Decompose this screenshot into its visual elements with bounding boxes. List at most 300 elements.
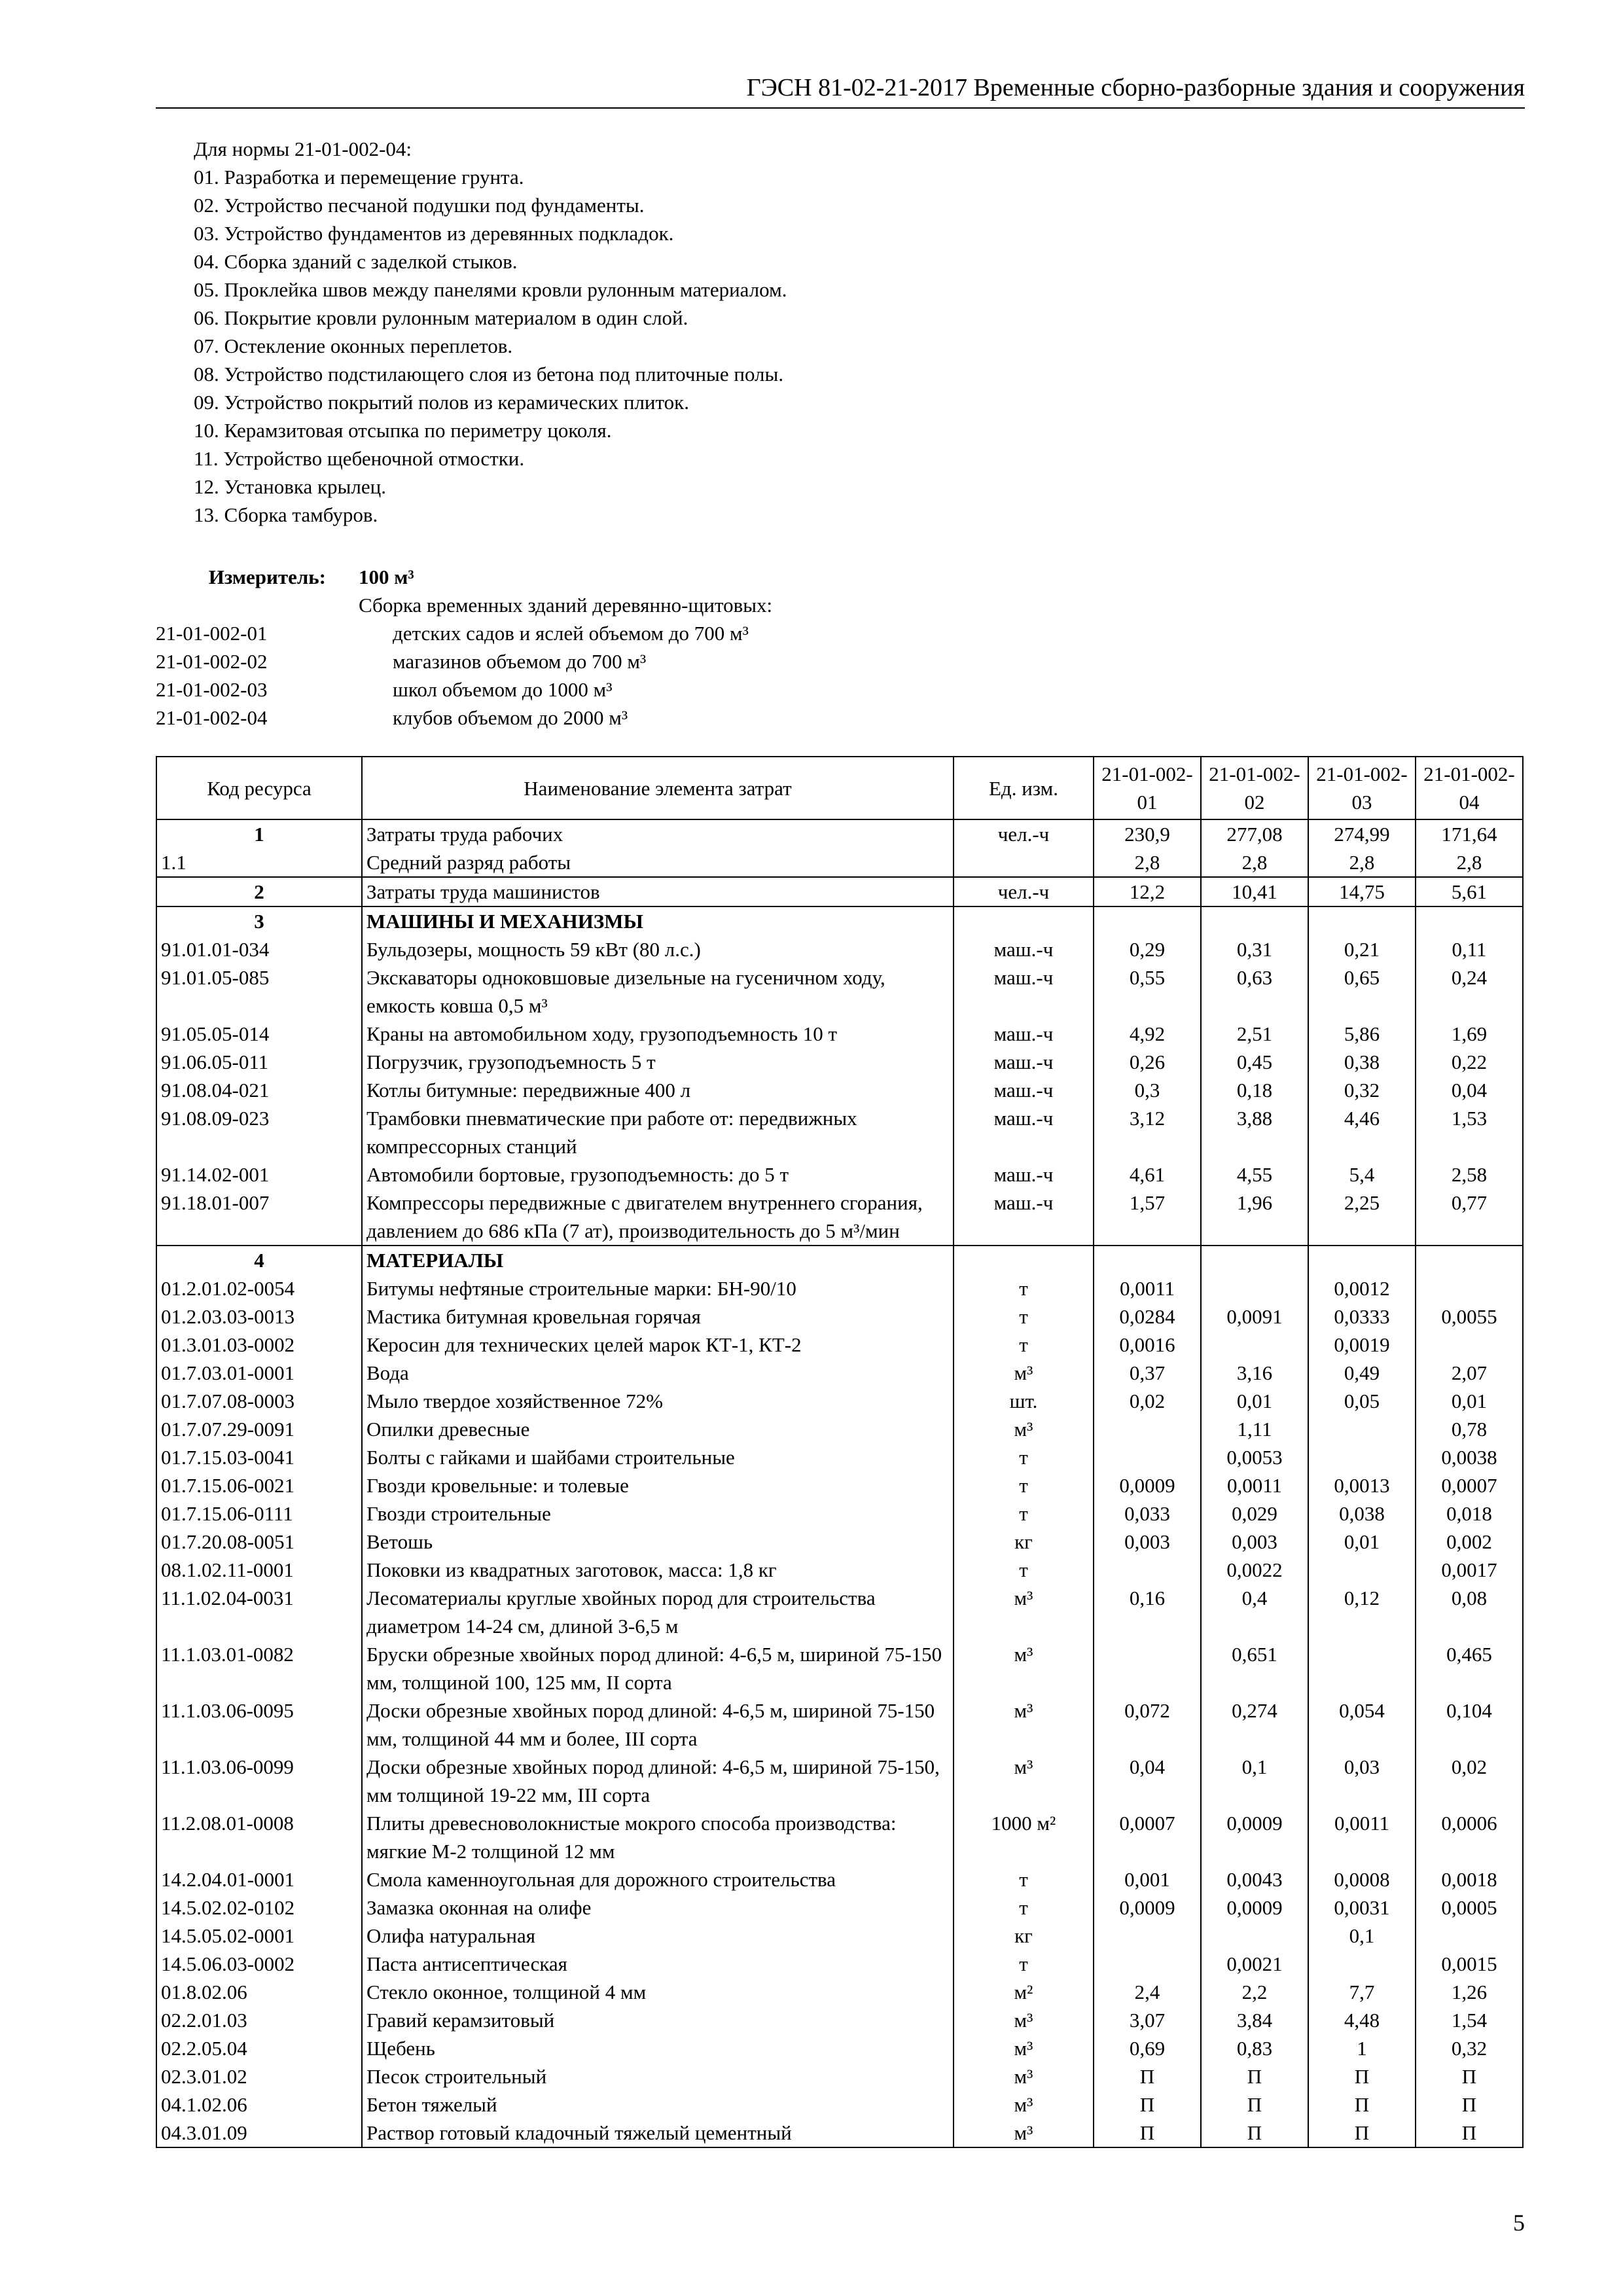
table-row bbox=[156, 1020, 1523, 1048]
cell-code: 91.01.05-085 bbox=[156, 963, 362, 1020]
cell-code: 08.1.02.11-0001 bbox=[156, 1556, 362, 1584]
cell-code: 11.2.08.01-0008 bbox=[156, 1809, 362, 1865]
cell-value-norm-4: 1,69 bbox=[1416, 1020, 1523, 1048]
cell-value-norm-3: 0,054 bbox=[1308, 1696, 1416, 1753]
cell-code: 1.1 bbox=[156, 848, 362, 877]
cell-name: Бульдозеры, мощность 59 кВт (80 л.с.) bbox=[362, 935, 954, 963]
table-row bbox=[156, 1556, 1523, 1584]
cell-value-norm-1: 0,02 bbox=[1094, 1387, 1201, 1415]
cell-name: Трамбовки пневматические при работе от: передвижных компрессорных станций bbox=[362, 1104, 954, 1160]
cell-name: Лесоматериалы круглые хвойных пород для строительства диаметром 14-24 см, длиной 3-6,5 м bbox=[362, 1584, 954, 1640]
cell-value-norm-4 bbox=[1416, 1922, 1523, 1950]
cell-unit: маш.-ч bbox=[954, 1104, 1094, 1160]
cell-unit: маш.-ч bbox=[954, 1076, 1094, 1104]
cell-value-norm-3: 0,0031 bbox=[1308, 1893, 1416, 1922]
cell-value-norm-2: 0,63 bbox=[1201, 963, 1308, 1020]
cell-code: 01.2.01.02-0054 bbox=[156, 1274, 362, 1302]
cell-value-norm-4: 1,54 bbox=[1416, 2006, 1523, 2034]
cell-name: Гвозди строительные bbox=[362, 1499, 954, 1528]
cell-value-norm-2: 1,96 bbox=[1201, 1189, 1308, 1246]
cell-value-norm-3: 0,03 bbox=[1308, 1753, 1416, 1809]
cell-unit: чел.-ч bbox=[954, 877, 1094, 906]
table-row bbox=[156, 2090, 1523, 2119]
cell-value-norm-1: 0,0016 bbox=[1094, 1331, 1201, 1359]
work-composition-heading: Для нормы 21-01-002-04: bbox=[194, 137, 412, 160]
cell-value-norm-1: 0,29 bbox=[1094, 935, 1201, 963]
cell-value-norm-4 bbox=[1416, 906, 1523, 935]
cell-value-norm-4 bbox=[1416, 1246, 1523, 1274]
cell-value-norm-1: 0,26 bbox=[1094, 1048, 1201, 1076]
cell-value-norm-4: 1,26 bbox=[1416, 1978, 1523, 2006]
cell-name: Мыло твердое хозяйственное 72% bbox=[362, 1387, 954, 1415]
cell-code: 01.7.15.06-0111 bbox=[156, 1499, 362, 1528]
cell-value-norm-2: 1,11 bbox=[1201, 1415, 1308, 1443]
cell-value-norm-4: 0,0038 bbox=[1416, 1443, 1523, 1471]
cell-value-norm-4: П bbox=[1416, 2062, 1523, 2090]
col-header-norm-3: 21-01-002-03 bbox=[1308, 757, 1416, 819]
table-row bbox=[156, 1950, 1523, 1978]
cell-value-norm-1: 230,9 bbox=[1094, 819, 1201, 848]
cell-value-norm-3: П bbox=[1308, 2062, 1416, 2090]
cell-value-norm-3: 0,38 bbox=[1308, 1048, 1416, 1076]
work-composition bbox=[194, 135, 787, 529]
cell-value-norm-4: 0,104 bbox=[1416, 1696, 1523, 1753]
cell-name: Бруски обрезные хвойных пород длиной: 4-6,5 м, шириной 75-150 мм, толщиной 100, 125 мм, II сорта bbox=[362, 1640, 954, 1696]
cell-name: Щебень bbox=[362, 2034, 954, 2062]
cell-value-norm-3: 0,49 bbox=[1308, 1359, 1416, 1387]
cell-unit: шт. bbox=[954, 1387, 1094, 1415]
cell-value-norm-4: 0,22 bbox=[1416, 1048, 1523, 1076]
cell-value-norm-3: 0,65 bbox=[1308, 963, 1416, 1020]
cell-value-norm-1: 0,37 bbox=[1094, 1359, 1201, 1387]
cell-value-norm-1 bbox=[1094, 1415, 1201, 1443]
cell-value-norm-3: П bbox=[1308, 2090, 1416, 2119]
cell-value-norm-2: 0,83 bbox=[1201, 2034, 1308, 2062]
cell-unit: т bbox=[954, 1865, 1094, 1893]
cell-name: Гвозди кровельные: и толевые bbox=[362, 1471, 954, 1499]
cell-value-norm-2: 0,0021 bbox=[1201, 1950, 1308, 1978]
cell-code: 1 bbox=[156, 819, 362, 848]
work-item: 09. Устройство покрытий полов из керамических плиток. bbox=[194, 391, 689, 414]
cell-value-norm-4: 0,0018 bbox=[1416, 1865, 1523, 1893]
cell-value-norm-2: 2,8 bbox=[1201, 848, 1308, 877]
cell-value-norm-3: П bbox=[1308, 2119, 1416, 2147]
cell-unit: маш.-ч bbox=[954, 935, 1094, 963]
cell-value-norm-2: П bbox=[1201, 2090, 1308, 2119]
cell-value-norm-2: П bbox=[1201, 2119, 1308, 2147]
table-row bbox=[156, 906, 1523, 935]
cell-unit: т bbox=[954, 1893, 1094, 1922]
cell-code: 91.06.05-011 bbox=[156, 1048, 362, 1076]
work-item: 08. Устройство подстилающего слоя из бетона под плиточные полы. bbox=[194, 363, 784, 386]
cell-value-norm-3: 0,32 bbox=[1308, 1076, 1416, 1104]
cell-code: 91.08.09-023 bbox=[156, 1104, 362, 1160]
cell-value-norm-2: 0,0009 bbox=[1201, 1893, 1308, 1922]
cell-unit: кг bbox=[954, 1922, 1094, 1950]
cell-code: 01.2.03.03-0013 bbox=[156, 1302, 362, 1331]
cell-value-norm-2: П bbox=[1201, 2062, 1308, 2090]
table-row bbox=[156, 1499, 1523, 1528]
cell-name: Краны на автомобильном ходу, грузоподъемность 10 т bbox=[362, 1020, 954, 1048]
cell-value-norm-2: 0,0043 bbox=[1201, 1865, 1308, 1893]
cell-value-norm-4: 0,0015 bbox=[1416, 1950, 1523, 1978]
cell-name: МАТЕРИАЛЫ bbox=[362, 1246, 954, 1274]
cell-code: 91.01.01-034 bbox=[156, 935, 362, 963]
table-row bbox=[156, 1076, 1523, 1104]
cell-name: Мастика битумная кровельная горячая bbox=[362, 1302, 954, 1331]
cell-code: 02.2.01.03 bbox=[156, 2006, 362, 2034]
cell-value-norm-2: 0,651 bbox=[1201, 1640, 1308, 1696]
cell-value-norm-1: 0,0009 bbox=[1094, 1893, 1201, 1922]
cell-value-norm-3: 0,0011 bbox=[1308, 1809, 1416, 1865]
cell-value-norm-2: 0,0009 bbox=[1201, 1809, 1308, 1865]
table-row bbox=[156, 1471, 1523, 1499]
meter-title: Сборка временных зданий деревянно-щитовых: bbox=[359, 594, 773, 617]
cell-name: Затраты труда рабочих bbox=[362, 819, 954, 848]
cell-code: 01.7.07.29-0091 bbox=[156, 1415, 362, 1443]
cell-value-norm-2: 3,16 bbox=[1201, 1359, 1308, 1387]
cell-value-norm-3 bbox=[1308, 1443, 1416, 1471]
table-row bbox=[156, 2119, 1523, 2147]
cell-value-norm-4: 0,24 bbox=[1416, 963, 1523, 1020]
cell-code: 02.2.05.04 bbox=[156, 2034, 362, 2062]
cell-value-norm-4: П bbox=[1416, 2090, 1523, 2119]
cell-unit: м³ bbox=[954, 2090, 1094, 2119]
cell-code: 11.1.03.01-0082 bbox=[156, 1640, 362, 1696]
cell-value-norm-4: 1,53 bbox=[1416, 1104, 1523, 1160]
cell-value-norm-1 bbox=[1094, 1950, 1201, 1978]
cell-unit: маш.-ч bbox=[954, 963, 1094, 1020]
table-row bbox=[156, 819, 1523, 848]
norm-desc: школ объемом до 1000 м³ bbox=[393, 678, 613, 701]
cell-value-norm-2: 3,84 bbox=[1201, 2006, 1308, 2034]
cell-name: Котлы битумные: передвижные 400 л bbox=[362, 1076, 954, 1104]
cell-name: Песок строительный bbox=[362, 2062, 954, 2090]
cell-value-norm-1: 0,3 bbox=[1094, 1076, 1201, 1104]
cell-value-norm-4: 171,64 bbox=[1416, 819, 1523, 848]
cell-name: Доски обрезные хвойных пород длиной: 4-6,5 м, шириной 75-150 мм, толщиной 44 мм и более, III сорта bbox=[362, 1696, 954, 1753]
cell-value-norm-2: 277,08 bbox=[1201, 819, 1308, 848]
cell-value-norm-4 bbox=[1416, 1274, 1523, 1302]
cell-name: Плиты древесноволокнистые мокрого способа производства: мягкие М-2 толщиной 12 мм bbox=[362, 1809, 954, 1865]
table-row bbox=[156, 2034, 1523, 2062]
cell-value-norm-2: 0,45 bbox=[1201, 1048, 1308, 1076]
cell-unit: т bbox=[954, 1443, 1094, 1471]
table-body bbox=[156, 819, 1523, 2147]
cell-name: Гравий керамзитовый bbox=[362, 2006, 954, 2034]
meter-label: Измеритель: bbox=[208, 565, 326, 588]
cell-value-norm-3 bbox=[1308, 1556, 1416, 1584]
cell-name: Компрессоры передвижные с двигателем внутреннего сгорания, давлением до 686 кПа (7 ат), производительность до 5 м³/мин bbox=[362, 1189, 954, 1246]
work-item: 11. Устройство щебеночной отмостки. bbox=[194, 447, 525, 470]
table-header-row bbox=[156, 757, 1523, 819]
col-header-unit: Ед. изм. bbox=[954, 757, 1094, 819]
cell-value-norm-2: 0,003 bbox=[1201, 1528, 1308, 1556]
cell-value-norm-2: 0,31 bbox=[1201, 935, 1308, 963]
cell-value-norm-3: 14,75 bbox=[1308, 877, 1416, 906]
cell-value-norm-1: 4,92 bbox=[1094, 1020, 1201, 1048]
work-item: 13. Сборка тамбуров. bbox=[194, 503, 378, 526]
table-row bbox=[156, 1274, 1523, 1302]
cell-value-norm-3: 4,46 bbox=[1308, 1104, 1416, 1160]
cell-value-norm-3: 274,99 bbox=[1308, 819, 1416, 848]
cell-value-norm-2 bbox=[1201, 1331, 1308, 1359]
cell-value-norm-1 bbox=[1094, 1556, 1201, 1584]
cell-value-norm-3: 2,8 bbox=[1308, 848, 1416, 877]
cell-name: Экскаваторы одноковшовые дизельные на гусеничном ходу, емкость ковша 0,5 м³ bbox=[362, 963, 954, 1020]
norm-desc: детских садов и яслей объемом до 700 м³ bbox=[393, 622, 749, 645]
col-header-name: Наименование элемента затрат bbox=[362, 757, 954, 819]
col-header-norm-4: 21-01-002-04 bbox=[1416, 757, 1523, 819]
cell-value-norm-2: 0,0053 bbox=[1201, 1443, 1308, 1471]
cell-code: 11.1.03.06-0095 bbox=[156, 1696, 362, 1753]
cell-value-norm-4: 0,04 bbox=[1416, 1076, 1523, 1104]
table-row bbox=[156, 1696, 1523, 1753]
cell-code: 14.5.02.02-0102 bbox=[156, 1893, 362, 1922]
cell-value-norm-1: 0,55 bbox=[1094, 963, 1201, 1020]
cell-unit: м³ bbox=[954, 2119, 1094, 2147]
cell-name: Погрузчик, грузоподъемность 5 т bbox=[362, 1048, 954, 1076]
cell-unit: кг bbox=[954, 1528, 1094, 1556]
cell-name: Смола каменноугольная для дорожного строительства bbox=[362, 1865, 954, 1893]
cell-value-norm-1: 0,003 bbox=[1094, 1528, 1201, 1556]
cell-name: Битумы нефтяные строительные марки: БН-90/10 bbox=[362, 1274, 954, 1302]
cell-value-norm-4: 0,77 bbox=[1416, 1189, 1523, 1246]
work-item: 07. Остекление оконных переплетов. bbox=[194, 334, 513, 357]
col-header-norm-2: 21-01-002-02 bbox=[1201, 757, 1308, 819]
cell-value-norm-3 bbox=[1308, 1950, 1416, 1978]
cell-value-norm-3 bbox=[1308, 1640, 1416, 1696]
cell-value-norm-1: 0,0009 bbox=[1094, 1471, 1201, 1499]
cell-unit: м³ bbox=[954, 2062, 1094, 2090]
cell-value-norm-2: 10,41 bbox=[1201, 877, 1308, 906]
work-item: 12. Установка крылец. bbox=[194, 475, 386, 498]
cell-name: Раствор готовый кладочный тяжелый цементный bbox=[362, 2119, 954, 2147]
cell-code: 4 bbox=[156, 1246, 362, 1274]
cell-unit: м³ bbox=[954, 1584, 1094, 1640]
cell-value-norm-1: 12,2 bbox=[1094, 877, 1201, 906]
table-row bbox=[156, 1528, 1523, 1556]
table-row bbox=[156, 1443, 1523, 1471]
norm-code: 21-01-002-01 bbox=[156, 622, 268, 645]
table-row bbox=[156, 1865, 1523, 1893]
cell-code: 01.7.03.01-0001 bbox=[156, 1359, 362, 1387]
cell-value-norm-2: 4,55 bbox=[1201, 1160, 1308, 1189]
cell-value-norm-2: 0,01 bbox=[1201, 1387, 1308, 1415]
cell-value-norm-4: 0,02 bbox=[1416, 1753, 1523, 1809]
cell-name: Замазка оконная на олифе bbox=[362, 1893, 954, 1922]
cell-value-norm-2: 0,1 bbox=[1201, 1753, 1308, 1809]
cell-value-norm-4: 2,07 bbox=[1416, 1359, 1523, 1387]
cell-value-norm-1 bbox=[1094, 1443, 1201, 1471]
cell-value-norm-2 bbox=[1201, 1922, 1308, 1950]
cell-code: 14.2.04.01-0001 bbox=[156, 1865, 362, 1893]
cell-value-norm-1 bbox=[1094, 906, 1201, 935]
cell-unit: маш.-ч bbox=[954, 1020, 1094, 1048]
work-item: 04. Сборка зданий с заделкой стыков. bbox=[194, 250, 518, 273]
page-number: 5 bbox=[1513, 2210, 1525, 2236]
cell-unit: т bbox=[954, 1471, 1094, 1499]
cell-value-norm-3: 7,7 bbox=[1308, 1978, 1416, 2006]
cell-value-norm-4: 0,018 bbox=[1416, 1499, 1523, 1528]
cell-name: Вода bbox=[362, 1359, 954, 1387]
cell-value-norm-4: 2,58 bbox=[1416, 1160, 1523, 1189]
table-row bbox=[156, 963, 1523, 1020]
cell-name: Опилки древесные bbox=[362, 1415, 954, 1443]
cell-name: Стекло оконное, толщиной 4 мм bbox=[362, 1978, 954, 2006]
cell-value-norm-1: 0,001 bbox=[1094, 1865, 1201, 1893]
cell-value-norm-3: 0,01 bbox=[1308, 1528, 1416, 1556]
cell-value-norm-4: 0,465 bbox=[1416, 1640, 1523, 1696]
cell-unit: маш.-ч bbox=[954, 1160, 1094, 1189]
table-row bbox=[156, 1387, 1523, 1415]
cell-value-norm-1: 3,12 bbox=[1094, 1104, 1201, 1160]
cell-value-norm-3: 0,0008 bbox=[1308, 1865, 1416, 1893]
cell-value-norm-1: 0,0007 bbox=[1094, 1809, 1201, 1865]
cell-code: 3 bbox=[156, 906, 362, 935]
cell-value-norm-2: 0,0091 bbox=[1201, 1302, 1308, 1331]
cell-value-norm-1: 1,57 bbox=[1094, 1189, 1201, 1246]
cell-value-norm-1: П bbox=[1094, 2062, 1201, 2090]
cell-unit bbox=[954, 906, 1094, 935]
cell-value-norm-2: 2,51 bbox=[1201, 1020, 1308, 1048]
table-row bbox=[156, 2006, 1523, 2034]
table-row bbox=[156, 1640, 1523, 1696]
cell-value-norm-3: 0,0012 bbox=[1308, 1274, 1416, 1302]
cell-unit: т bbox=[954, 1556, 1094, 1584]
table-row bbox=[156, 1753, 1523, 1809]
cell-value-norm-1: 4,61 bbox=[1094, 1160, 1201, 1189]
cell-unit: м³ bbox=[954, 2034, 1094, 2062]
cell-name: Средний разряд работы bbox=[362, 848, 954, 877]
cell-value-norm-2: 0,4 bbox=[1201, 1584, 1308, 1640]
cell-code: 91.08.04-021 bbox=[156, 1076, 362, 1104]
cell-value-norm-4: 5,61 bbox=[1416, 877, 1523, 906]
cell-unit: м³ bbox=[954, 1640, 1094, 1696]
work-item: 10. Керамзитовая отсыпка по периметру цоколя. bbox=[194, 419, 612, 442]
cell-unit bbox=[954, 1246, 1094, 1274]
work-item: 05. Проклейка швов между панелями кровли рулонным материалом. bbox=[194, 278, 787, 301]
cell-value-norm-1 bbox=[1094, 1922, 1201, 1950]
cell-code: 01.8.02.06 bbox=[156, 1978, 362, 2006]
cell-name: Ветошь bbox=[362, 1528, 954, 1556]
cell-value-norm-3: 1 bbox=[1308, 2034, 1416, 2062]
cell-value-norm-1: 0,033 bbox=[1094, 1499, 1201, 1528]
cell-value-norm-1: П bbox=[1094, 2090, 1201, 2119]
cell-code: 02.3.01.02 bbox=[156, 2062, 362, 2090]
cell-value-norm-4: 0,01 bbox=[1416, 1387, 1523, 1415]
cell-value-norm-1: 0,072 bbox=[1094, 1696, 1201, 1753]
col-header-code: Код ресурса bbox=[156, 757, 362, 819]
cell-value-norm-3: 0,05 bbox=[1308, 1387, 1416, 1415]
cell-code: 11.1.02.04-0031 bbox=[156, 1584, 362, 1640]
norm-code: 21-01-002-03 bbox=[156, 678, 268, 701]
cell-value-norm-2: 2,2 bbox=[1201, 1978, 1308, 2006]
table-row bbox=[156, 1809, 1523, 1865]
cell-name: Паста антисептическая bbox=[362, 1950, 954, 1978]
cell-unit bbox=[954, 848, 1094, 877]
cell-value-norm-3 bbox=[1308, 1415, 1416, 1443]
norm-code: 21-01-002-04 bbox=[156, 706, 268, 729]
table-row bbox=[156, 2062, 1523, 2090]
cell-unit: м³ bbox=[954, 2006, 1094, 2034]
table-row bbox=[156, 1331, 1523, 1359]
cell-code: 01.7.20.08-0051 bbox=[156, 1528, 362, 1556]
cell-name: Доски обрезные хвойных пород длиной: 4-6,5 м, шириной 75-150, мм толщиной 19-22 мм, III сорта bbox=[362, 1753, 954, 1809]
norm-desc: клубов объемом до 2000 м³ bbox=[393, 706, 628, 729]
cell-value-norm-4: 0,0055 bbox=[1416, 1302, 1523, 1331]
cell-value-norm-4: 0,08 bbox=[1416, 1584, 1523, 1640]
cell-name: Болты с гайками и шайбами строительные bbox=[362, 1443, 954, 1471]
cell-unit: т bbox=[954, 1331, 1094, 1359]
cell-value-norm-3: 0,038 bbox=[1308, 1499, 1416, 1528]
meter-unit: 100 м³ bbox=[359, 565, 414, 588]
document-header-title: ГЭСН 81-02-21-2017 Временные сборно-разборные здания и сооружения bbox=[746, 74, 1525, 101]
work-item: 06. Покрытие кровли рулонным материалом в один слой. bbox=[194, 306, 688, 329]
cell-value-norm-2: 3,88 bbox=[1201, 1104, 1308, 1160]
cell-unit: м³ bbox=[954, 1753, 1094, 1809]
table-row bbox=[156, 848, 1523, 877]
cell-unit: 1000 м² bbox=[954, 1809, 1094, 1865]
resource-table bbox=[156, 756, 1524, 2148]
table-row bbox=[156, 1302, 1523, 1331]
cell-value-norm-1: 3,07 bbox=[1094, 2006, 1201, 2034]
cell-value-norm-4: 0,32 bbox=[1416, 2034, 1523, 2062]
table-row bbox=[156, 1893, 1523, 1922]
cell-value-norm-3: 0,1 bbox=[1308, 1922, 1416, 1950]
cell-value-norm-3: 0,21 bbox=[1308, 935, 1416, 963]
work-item: 01. Разработка и перемещение грунта. bbox=[194, 166, 524, 188]
cell-code: 91.14.02-001 bbox=[156, 1160, 362, 1189]
cell-value-norm-3: 0,0019 bbox=[1308, 1331, 1416, 1359]
cell-value-norm-2: 0,029 bbox=[1201, 1499, 1308, 1528]
cell-value-norm-1: 2,8 bbox=[1094, 848, 1201, 877]
cell-value-norm-2: 0,18 bbox=[1201, 1076, 1308, 1104]
cell-value-norm-1 bbox=[1094, 1246, 1201, 1274]
cell-value-norm-3: 0,0013 bbox=[1308, 1471, 1416, 1499]
cell-name: Автомобили бортовые, грузоподъемность: до 5 т bbox=[362, 1160, 954, 1189]
cell-code: 91.05.05-014 bbox=[156, 1020, 362, 1048]
table-row bbox=[156, 935, 1523, 963]
meter-block bbox=[156, 563, 772, 732]
header-divider bbox=[156, 107, 1525, 109]
cell-unit: маш.-ч bbox=[954, 1189, 1094, 1246]
table-row bbox=[156, 877, 1523, 906]
cell-value-norm-2: 0,274 bbox=[1201, 1696, 1308, 1753]
cell-unit: т bbox=[954, 1274, 1094, 1302]
cell-value-norm-4: 0,0007 bbox=[1416, 1471, 1523, 1499]
cell-unit: м³ bbox=[954, 1359, 1094, 1387]
cell-value-norm-2: 0,0022 bbox=[1201, 1556, 1308, 1584]
cell-value-norm-4: 0,11 bbox=[1416, 935, 1523, 963]
cell-name: МАШИНЫ И МЕХАНИЗМЫ bbox=[362, 906, 954, 935]
norm-code: 21-01-002-02 bbox=[156, 650, 268, 673]
cell-value-norm-1: 0,0284 bbox=[1094, 1302, 1201, 1331]
cell-value-norm-4: 0,0006 bbox=[1416, 1809, 1523, 1865]
cell-code: 14.5.06.03-0002 bbox=[156, 1950, 362, 1978]
cell-unit: т bbox=[954, 1302, 1094, 1331]
cell-value-norm-2: 0,0011 bbox=[1201, 1471, 1308, 1499]
cell-code: 01.7.15.06-0021 bbox=[156, 1471, 362, 1499]
cell-value-norm-3: 0,0333 bbox=[1308, 1302, 1416, 1331]
table-row bbox=[156, 1978, 1523, 2006]
cell-value-norm-3: 5,86 bbox=[1308, 1020, 1416, 1048]
table-row bbox=[156, 1160, 1523, 1189]
cell-value-norm-3 bbox=[1308, 1246, 1416, 1274]
cell-value-norm-4: 0,002 bbox=[1416, 1528, 1523, 1556]
cell-value-norm-1 bbox=[1094, 1640, 1201, 1696]
work-item: 03. Устройство фундаментов из деревянных подкладок. bbox=[194, 222, 674, 245]
